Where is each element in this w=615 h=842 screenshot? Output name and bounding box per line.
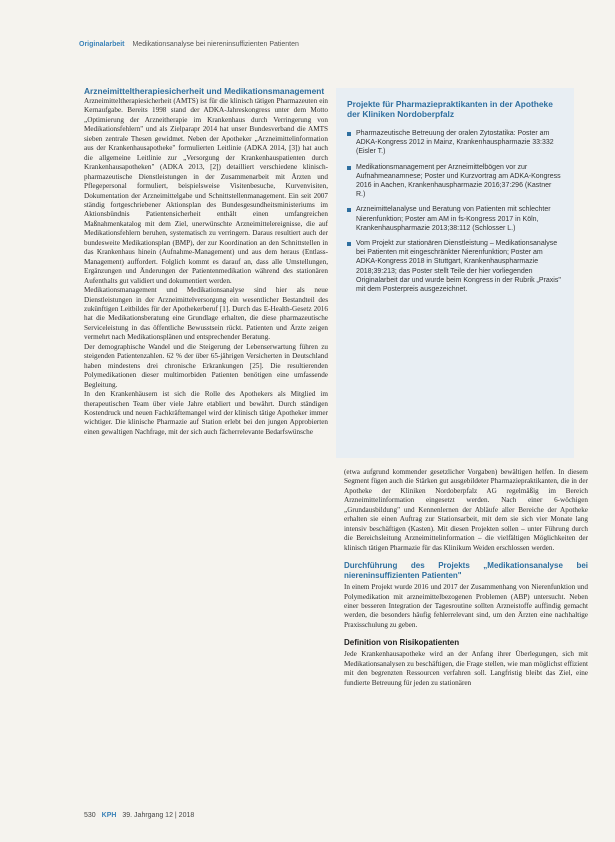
box-title: Projekte für Pharmaziepraktikanten in der Apotheke der Kliniken Nordoberpfalz (347, 99, 553, 119)
right-intro-paragraph: (etwa aufgrund kommender gesetzlicher Vorgaben) bewältigen helfen. In diesem Segment fügen auch die Stärken gut ausgebildeter Pharmaziepraktikanten, die in der Apotheke der Kliniken Nordoberpfalz AG regelmäßig im Bereich Arzneimittelinformation eingesetzt werden. Nach einer 6-wöchigen „Grundausbildung" und Kennenlernen der Abläufe aller Bereiche der Apotheke erhalten sie einen Auftrag zur Stationsarbeit, mit dem sie sich vier Monate lang intensiv beschäftigen (Kasten). Mit diesen Projekten sollen – unter Führung durch die Bereichsleitung Arzneimittelinformation – die vielfältigen Möglichkeiten der klinisch tätigen Pharmazie für das Klinikum Weiden erschlossen werden. (344, 468, 588, 552)
left-heading: Arzneimitteltherapiesicherheit und Medikationsmanagement (84, 86, 325, 96)
right-paragraph-1: In einem Projekt wurde 2016 und 2017 der Zusammenhang von Nierenfunktion und Polymedikation mit arzneimittelbezogenen Problemen (ABP) untersucht. Neben einer besseren Integration der Tagesroutine sollten Arzneistoffe auffindig gemacht werden, die besonders häufig fehlerrelevant sind, um den Ärzten eine nachhaltige Praxisschulung zu geben. (344, 583, 588, 629)
journal-issue: 39. Jahrgang 12 | 2018 (122, 812, 195, 819)
left-paragraph-1: Arzneimitteltherapiesicherheit (AMTS) ist für die klinisch tätigen Pharmazeuten ein Kernaufgabe. Bereits 1998 stand der ADKA-Jahreskongress unter dem Motto „Optimierung der Arzneitherapie im Krankenhaus durch Verringerung von Medikationsfehlern" und als Zielparapr 2014 hat unser Bundesverband die AMTS sieben zentrale Thesen gewidmet. Neben der Apotheker „Arzneimittelinformation aus der Krankenhausapotheke" formulierten Leitlinie (ADKA 2014, [3]) hat auch die allgemeine Leitlinie zur „Versorgung der Krankenhauspatienten durch Krankenhausapotheken" (ADKA 2013, [2]) detailliert verschiedene klinisch-pharmazeutische Dienstleistungen in der Zusammenarbeit mit Ärzten und Pflegepersonal formuliert, beispielsweise Visitenbesuche, Kurvenvisiten, Dokumentation der Arzneimittelgabe und Schnittstellenmanagement. Ein seit 2007 ständig fortgeschriebener Aktionsplan des Bundesgesundheitsministeriums im Aktionsbündnis Patientensicherheit enthält einen umfangreichen Maßnahmenkatalog mit dem Ziel, unerwünschte Arzneimittelereignisse, die auf Medikationsfehlern beruhen, systematisch zu verringern. Daraus resultiert auch der bundesweite Medikationsplan (BMP), der zur Koordination an den Schnittstellen in das Krankenhaus hinein (Aufnahme-Management) und aus dem heraus (Entlass-Management) auffordert. Folglich kommt es darauf an, dass alle Umstellungen, Ergänzungen und Änderungen der Patientenmedikation während des stationären Aufenthalts gut validiert und dokumentiert werden. (84, 97, 328, 285)
right-heading-1: Durchführung des Projekts „Medikationsanalyse bei niereninsuffizienten Patienten" (344, 561, 588, 581)
journal-name: KPH (101, 812, 117, 819)
right-paragraph-2: Jede Krankenhausapotheke wird an der Anfang ihrer Überlegungen, sich mit Medikationsanalysen zu beschäftigen, die Frage stellen, wie man möglichst effizient mit den begrenzten Ressourcen verfahren soll. Langfristig bleibt das Ziel, eine fundierte Betreuung für jeden zu stationären (344, 650, 588, 687)
page-footer (84, 812, 194, 819)
left-paragraph-4: In den Krankenhäusern ist sich die Rolle des Apothekers als Mitglied im therapeutischen Team über viele Jahre etabliert und bewährt. Durch ständigen Kostendruck und neuen Fachkräftemangel wird der klinisch tätige Apotheker immer wichtiger. Die klinische Pharmazie auf Station erlebt bei den jungen Approbierten einen gewaltigen Nachfrage, mit der sich auch fächerrelevante Bedarfswünsche (84, 390, 328, 436)
box-list (336, 129, 574, 294)
section-category: Originalarbeit (79, 41, 125, 48)
page-number: 530 (84, 812, 96, 819)
box-item: Vom Projekt zur stationären Dienstleistung – Medikationsanalyse bei Patienten mit eingeschränkter Nierenfunktion; Poster am ADKA-Kongress 2018 in Stuttgart, Krankenhauspharmazie 2018;39:213; das Poster stellt Teile der hier vorliegenden Originalarbeit dar und wurde beim Kongress in der Rubrik „Praxis" mit dem Posterpreis ausgezeichnet. (347, 239, 562, 294)
left-paragraph-3: Der demographische Wandel und die Steigerung der Lebenserwartung führen zu steigenden Patientenzahlen. 62 % der über 65-jährigen Versicherten in Deutschland haben mindestens drei chronische Erkrankungen [25]. Die resultierenden Polymedikationen dieser multimorbiden Patienten benötigen eine umfassende Begleitung. (84, 342, 328, 389)
left-paragraph-2: Medikationsmanagement und Medikationsanalyse sind hier als neue Dienstleistungen in der Arzneimittelversorgung ein wesentlicher Bestandteil des zukünftigen Leitbildes für der Apothekerberuf [1]. Durch das E-Health-Gesetz 2016 hat die Medikationsberatung eine Grundlage erhalten, die diese pharmazeutische Serviceleistung in das öffentliche Bewusstsein rückt. Patienten und Ärzte zeigen vermehrt nach Medikationsplänen und entsprechender Beratung. (84, 286, 328, 342)
running-header (79, 41, 299, 48)
projects-box (336, 88, 574, 458)
box-item: Pharmazeutische Betreuung der oralen Zytostatika: Poster am ADKA-Kongress 2012 in Mainz, Krankenhauspharmazie 33:332 (Eisler T.) (347, 129, 562, 157)
box-item: Medikationsmanagement per Arzneimittelbögen vor zur Aufnahmeanamnese; Poster und Kurzvortrag am ADKA-Kongress 2016 in Aachen, Krankenhauspharmazie 2016;37:296 (Kastner R.) (347, 163, 562, 200)
running-title: Medikationsanalyse bei niereninsuffizienten Patienten (132, 41, 299, 48)
right-heading-2: Definition von Risikopatienten (344, 638, 460, 648)
left-column (84, 86, 328, 804)
box-item: Arzneimittelanalyse und Beratung von Patienten mit schlechter Nierenfunktion; Poster am AM in fs-Kongress 2017 in Köln, Krankenhauspharmazie 2013;38:112 (Schlosser L.) (347, 205, 562, 233)
right-column (344, 468, 588, 804)
